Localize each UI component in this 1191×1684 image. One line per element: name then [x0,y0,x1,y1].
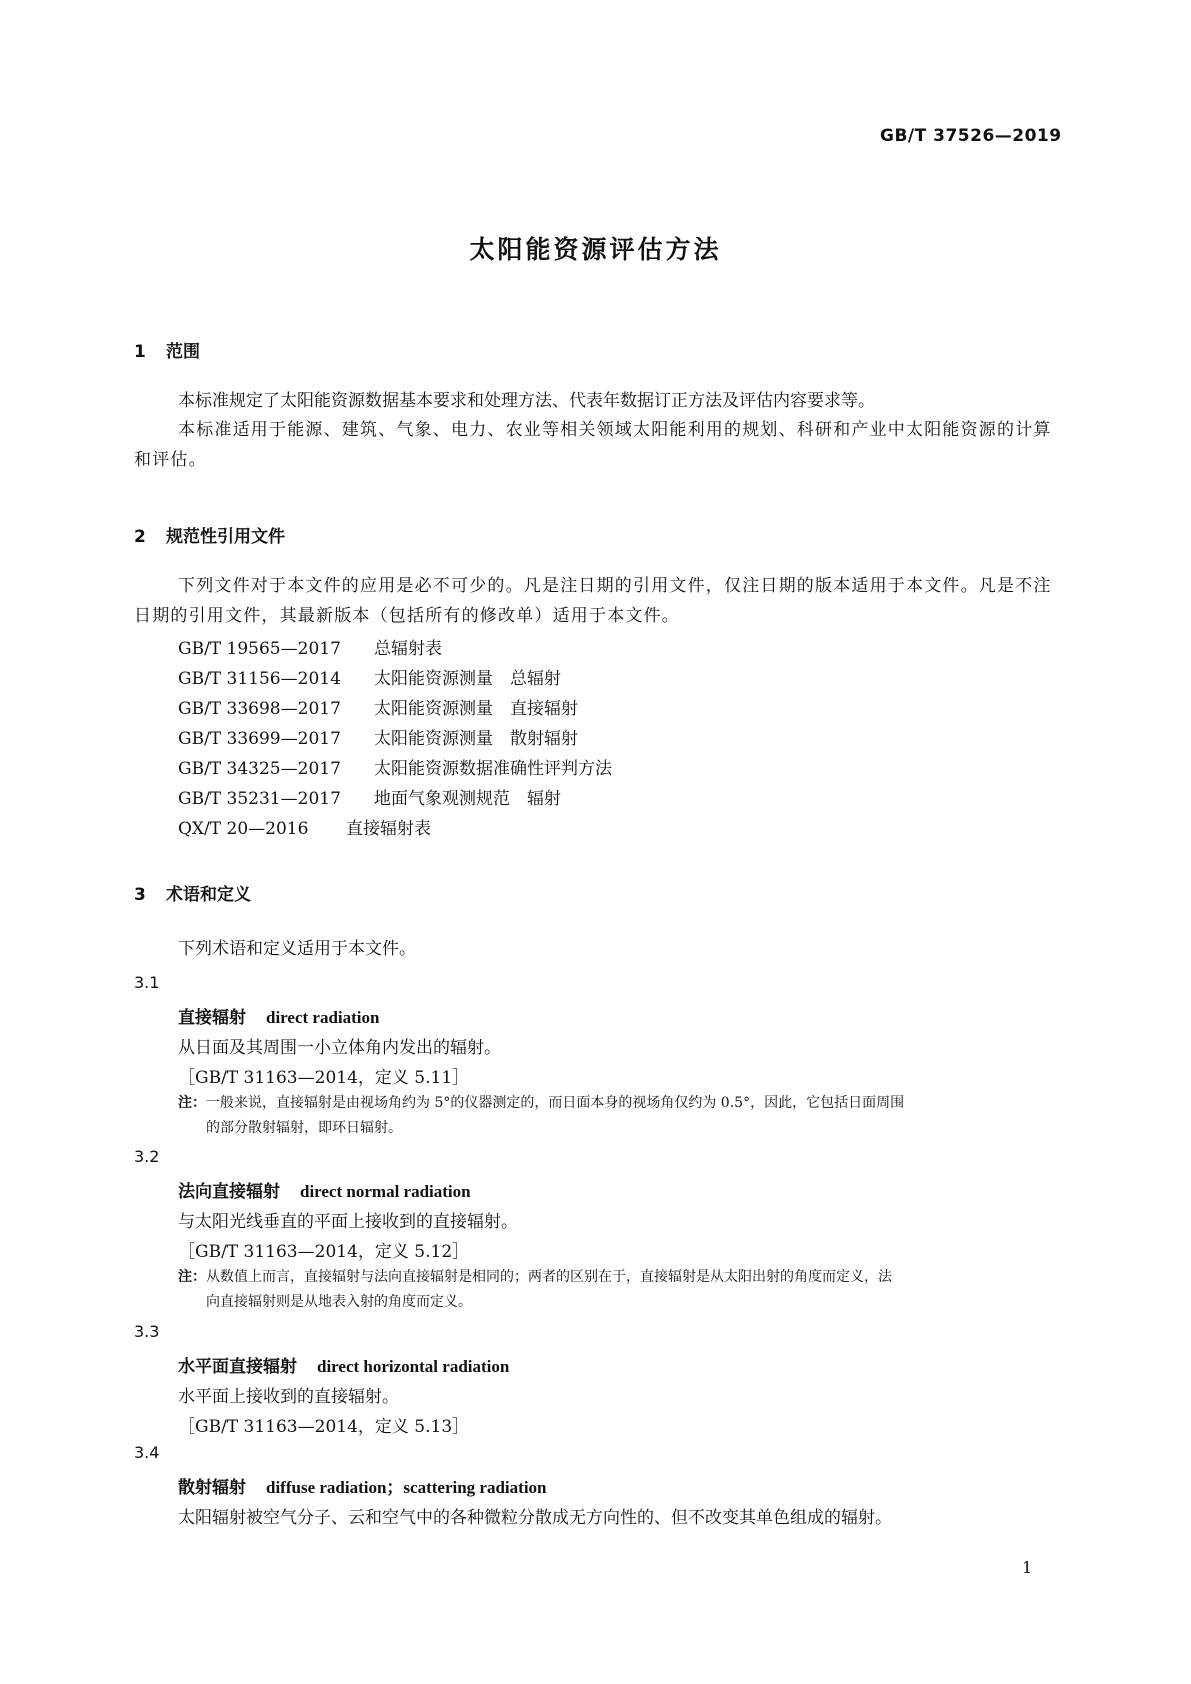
term-chinese: 法向直接辐射 [178,1182,280,1202]
paragraph: 下列术语和定义适用于本文件。 [178,939,416,959]
note-text: 的部分散射辐射，即环日辐射。 [206,1120,402,1136]
term-definition: 太阳辐射被空气分子、云和空气中的各种微粒分散成无方向性的、但不改变其单色组成的辐射。 [178,1508,892,1528]
clause-number: 3.2 [134,1147,160,1166]
reference-item [178,664,561,689]
section-heading-normative-references [134,522,285,547]
term-english: direct radiation [266,1008,380,1027]
term-note [178,1091,1058,1141]
reference-title: 太阳能资源测量 散射辐射 [374,729,578,749]
reference-code: GB/T 34325—2017 [178,759,341,779]
reference-title: 地面气象观测规范 辐射 [374,789,561,809]
note-text: 从数值上而言，直接辐射与法向直接辐射是相同的；两者的区别在于，直接辐射是从太阳出射的角度而定义，法 [206,1269,892,1285]
term-entry [178,1177,471,1202]
page-title: 太阳能资源评估方法 [469,235,722,264]
term-entry [178,1352,509,1377]
term-definition: 水平面上接收到的直接辐射。 [178,1387,399,1407]
term-source: ［GB/T 31163—2014，定义 5.12］ [178,1242,470,1262]
term-chinese: 直接辐射 [178,1008,246,1028]
term-definition: 与太阳光线垂直的平面上接收到的直接辐射。 [178,1212,518,1232]
reference-item [178,634,442,659]
clause-number: 3.4 [134,1443,160,1462]
reference-code: GB/T 33699—2017 [178,729,341,749]
section-heading-scope [134,337,200,362]
section-title: 术语和定义 [166,885,251,905]
paragraph: 下列文件对于本文件的应用是必不可少的。凡是注日期的引用文件，仅注日期的版本适用于本文件。凡是不注日期的引用文件，其最新版本（包括所有的修改单）适用于本文件。 [134,576,1052,626]
term-english: direct horizontal radiation [317,1357,510,1376]
reference-title: 总辐射表 [374,639,442,659]
paragraph: 本标准适用于能源、建筑、气象、电力、农业等相关领域太阳能利用的规划、科研和产业中太阳能资源的计算和评估。 [134,420,1052,470]
reference-title: 太阳能资源测量 总辐射 [374,669,561,689]
term-chinese: 水平面直接辐射 [178,1357,297,1377]
reference-item [178,814,431,839]
note-text: 向直接辐射则是从地表入射的角度而定义。 [206,1294,472,1310]
term-chinese: 散射辐射 [178,1478,246,1498]
reference-title: 太阳能资源数据准确性评判方法 [374,759,612,779]
reference-item [178,784,561,809]
reference-item [178,694,578,719]
reference-title: 直接辐射表 [346,819,431,839]
reference-item [178,754,612,779]
term-definition: 从日面及其周围一小立体角内发出的辐射。 [178,1038,501,1058]
note-label: 注： [178,1269,206,1285]
section-title: 范围 [166,342,200,362]
reference-code: GB/T 31156—2014 [178,669,341,689]
reference-item [178,724,578,749]
term-english: diffuse radiation；scattering radiation [266,1478,547,1497]
section-heading-terms-and-definitions [134,880,251,905]
section-title: 规范性引用文件 [166,527,285,547]
note-text: 一般来说，直接辐射是由视场角约为 5°的仪器测定的，而日面本身的视场角仅约为 0.5°，因此，它包括日面周围 [206,1095,905,1111]
section-number: 3 [134,885,146,905]
note-label: 注： [178,1095,206,1111]
section-number: 2 [134,527,146,547]
page-number: 1 [1022,1558,1033,1577]
section-number: 1 [134,342,146,362]
term-english: direct normal radiation [300,1182,471,1201]
term-source: ［GB/T 31163—2014，定义 5.13］ [178,1417,470,1437]
reference-code: GB/T 33698—2017 [178,699,341,719]
reference-code: QX/T 20—2016 [178,819,309,839]
reference-title: 太阳能资源测量 直接辐射 [374,699,578,719]
term-source: ［GB/T 31163—2014，定义 5.11］ [178,1068,470,1088]
term-entry [178,1473,547,1498]
term-note [178,1265,1058,1315]
reference-code: GB/T 19565—2017 [178,639,341,659]
document-number: GB/T 37526—2019 [880,126,1062,146]
term-entry [178,1003,379,1028]
reference-code: GB/T 35231—2017 [178,789,341,809]
clause-number: 3.1 [134,973,160,992]
paragraph: 本标准规定了太阳能资源数据基本要求和处理方法、代表年数据订正方法及评估内容要求等。 [178,391,875,411]
clause-number: 3.3 [134,1322,160,1341]
